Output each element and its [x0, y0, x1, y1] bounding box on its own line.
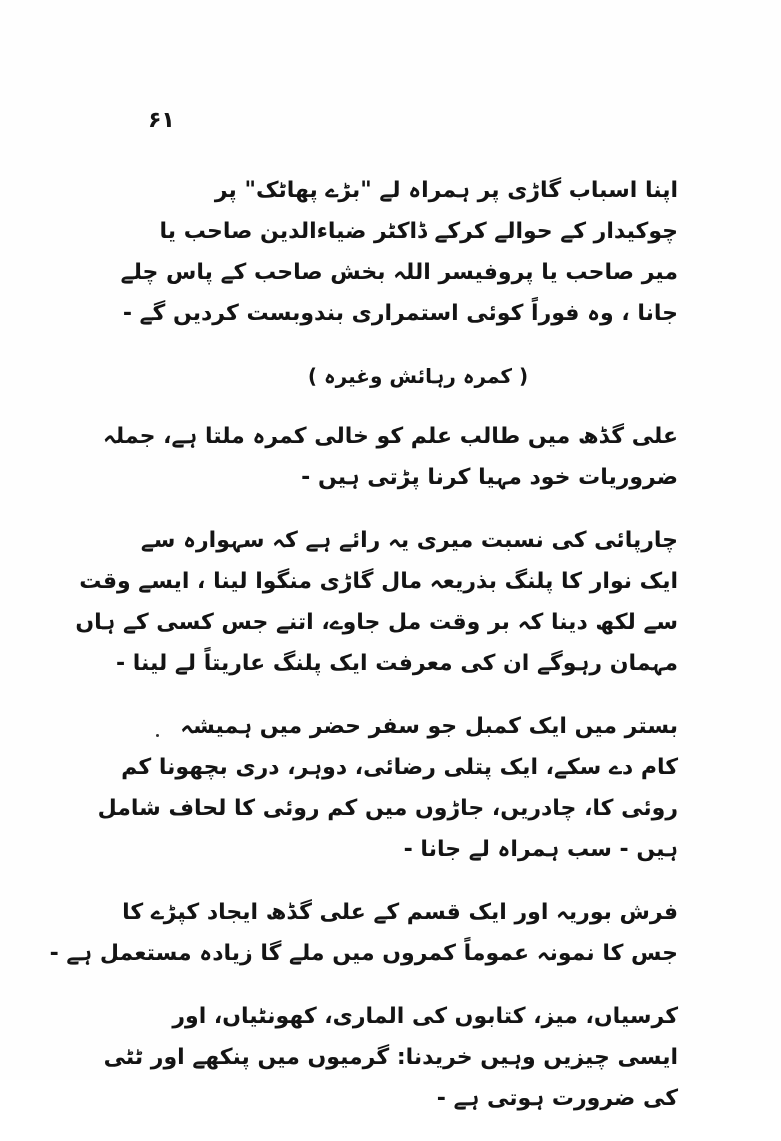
text-line: مہمان رہوگے ان کی معرفت ایک پلنگ عاریتاً لے لینا - — [115, 651, 678, 676]
text-line: کام دے سکے، ایک پتلی رضائی، دوہر، دری بچھونا کم — [121, 755, 678, 780]
text-line: سے لکھ دینا کہ بر وقت مل جاوے، اتنے جس کسی کے ہاں — [75, 610, 678, 635]
text-line: میر صاحب یا پروفیسر اللہ بخش صاحب کے پاس چلے — [120, 260, 678, 285]
text-line: علی گڈھ میں طالب علم کو خالی کمرہ ملتا ہے، جملہ — [103, 424, 678, 449]
text-line: ہیں - سب ہمراہ لے جانا - — [403, 837, 678, 862]
page-number: ۶۱ — [148, 108, 175, 133]
body-text — [49, 170, 678, 1141]
text-line: ایسی چیزیں وہیں خریدنا: گرمیوں میں پنکھے اور ٹٹی — [103, 1045, 678, 1070]
paragraph-bed — [75, 520, 678, 684]
text-line: چوکیدار کے حوالے کرکے ڈاکٹر ضیاءالدین صاحب یا — [159, 219, 678, 244]
paragraph-bedding — [97, 706, 678, 870]
section-heading: ( کمرہ رہائش وغیرہ ) — [307, 364, 529, 388]
text-line: بستر میں ایک کمبل جو سفر حضر میں ہمیشہ — [180, 714, 678, 739]
text-line: اپنا اسباب گاڑی پر ہمراہ لے "بڑے پھاٹک" پر — [214, 178, 678, 203]
paragraph-room — [103, 416, 678, 498]
paragraph-furniture — [103, 996, 678, 1119]
text-line: کی ضرورت ہوتی ہے - — [436, 1086, 678, 1111]
text-line: ایک نوار کا پلنگ بذریعہ مال گاڑی منگوا لینا ، ایسے وقت — [79, 569, 678, 594]
text-line: چارپائی کی نسبت میری یہ رائے ہے کہ سہوارہ سے — [140, 528, 678, 553]
text-line: ضروریات خود مہیا کرنا پڑتی ہیں - — [301, 465, 678, 490]
text-line: روئی کا، چادریں، جاڑوں میں کم روئی کا لحاف شامل — [97, 796, 678, 821]
text-line: فرش بوریہ اور ایک قسم کے علی گڈھ ایجاد کپڑے کا — [122, 900, 678, 925]
paragraph-floor — [49, 892, 678, 974]
ink-speck — [156, 734, 159, 737]
paragraph-arrival — [120, 170, 678, 334]
text-line: کرسیاں، میز، کتابوں کی الماری، کھونٹیاں، اور — [172, 1004, 678, 1029]
text-line: جس کا نمونہ عموماً کمروں میں ملے گا زیادہ مستعمل ہے - — [49, 941, 678, 966]
text-line: جانا ، وہ فوراً کوئی استمراری بندوبست کردیں گے - — [122, 301, 678, 326]
